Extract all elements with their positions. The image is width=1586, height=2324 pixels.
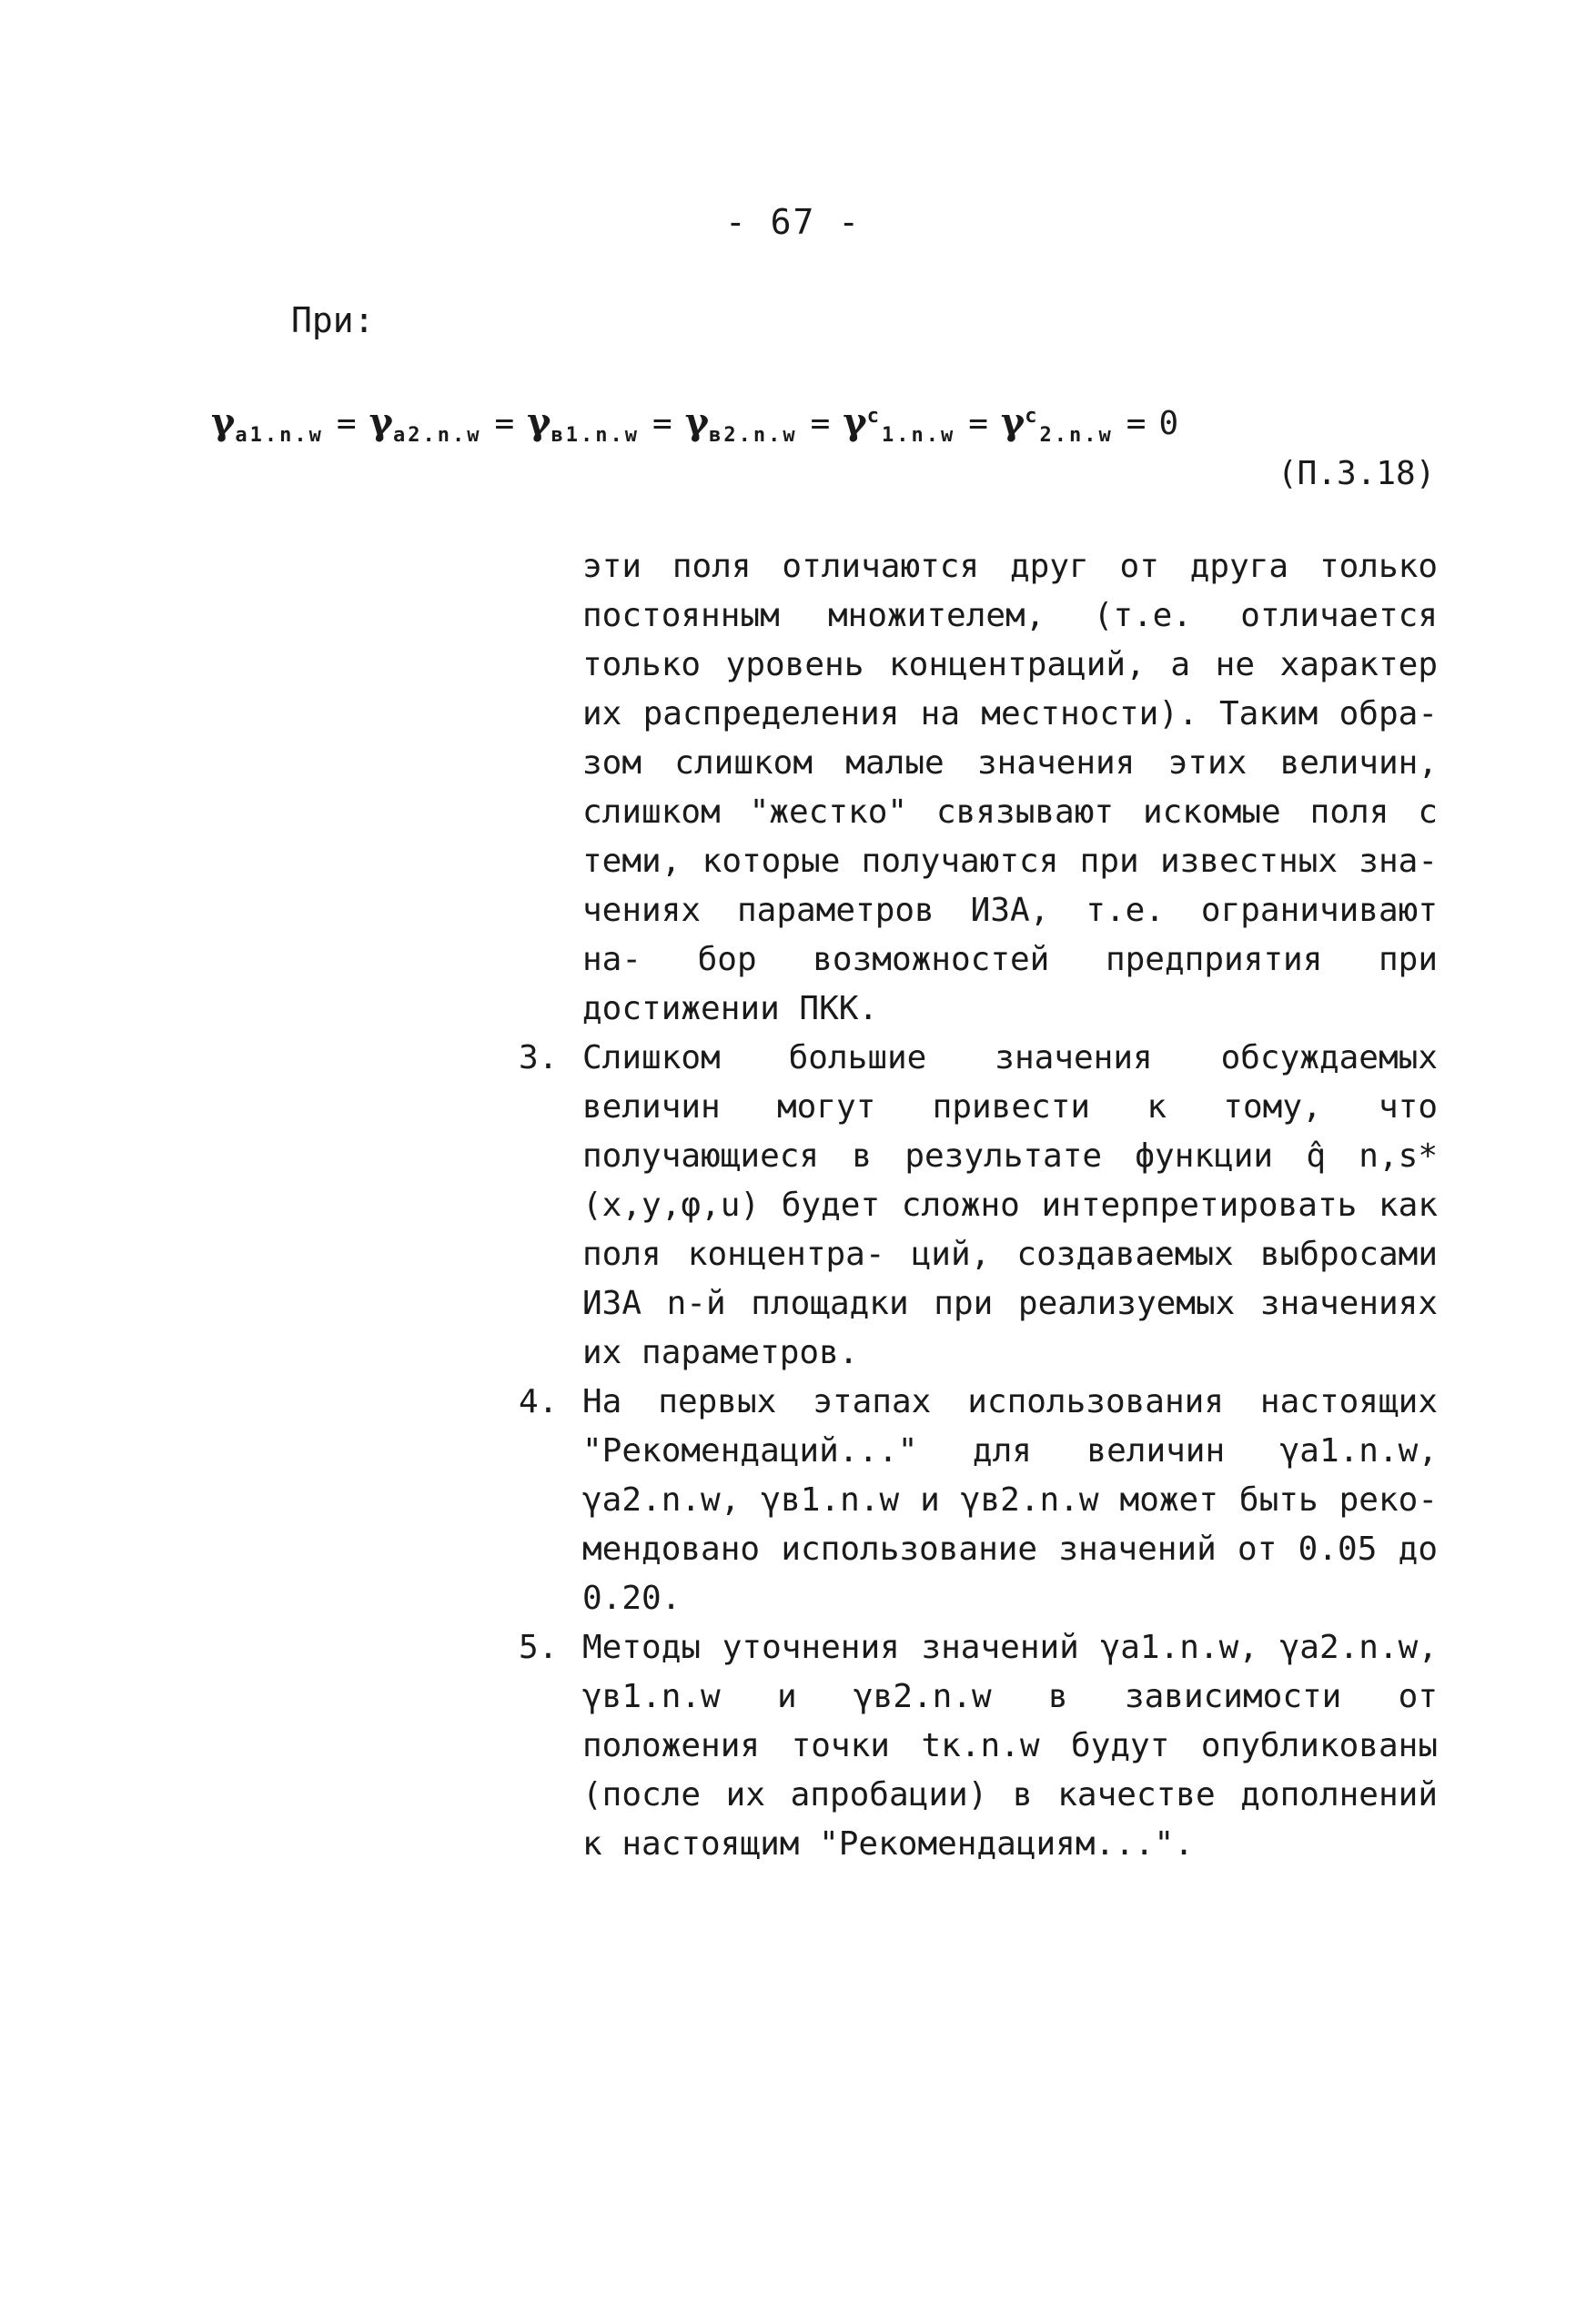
equation-term: $\gamma_{в2.n.w}$ — [684, 400, 798, 448]
equation-operator: = — [652, 405, 672, 442]
numbered-list — [519, 1034, 1438, 1869]
paragraph-continuation: эти поля отличаются друг от друга только постоянным множителем, (т.е. отличается только уровень концентраций, а не характер их распределения на местности). Таким обра- зом слишком малые значения этих величин, слишком "жестко" связывают искомые поля с теми, которые получаются при известных зна- чениях параметров ИЗА, т.е. ограничивают на- бор возможностей предприятия при достижении ПКК. — [582, 548, 1438, 1027]
equation-rhs: 0 — [1158, 405, 1179, 442]
equation-term: $\gamma^c_{2.n.w}$ — [1000, 400, 1114, 448]
equation-number: (П.3.18) — [1278, 455, 1436, 492]
page-number: - 67 - — [724, 202, 862, 242]
equation-operator: = — [1126, 405, 1147, 442]
equation-term: $\gamma_{в1.n.w}$ — [527, 400, 641, 448]
equation-term: $\gamma_{a1.n.w}$ — [211, 400, 324, 448]
list-item — [519, 1378, 1438, 1623]
equation-operator: = — [968, 405, 988, 442]
equation-term: $\gamma^c_{1.n.w}$ — [843, 400, 956, 448]
list-item — [519, 1034, 1438, 1378]
equation-term: $\gamma_{a2.n.w}$ — [369, 400, 482, 448]
equation-operator: = — [810, 405, 831, 442]
intro-label: При: — [291, 300, 375, 340]
list-item-number: 4. — [519, 1383, 559, 1420]
list-item-text: На первых этапах использования настоящих "Рекомендаций..." для величин γa1.n.w, γa2.n.w, γв1.n.w и γв2.n.w может быть реко- мендовано использование значений от 0.05 до 0.20. — [582, 1383, 1438, 1617]
list-item — [519, 1623, 1438, 1869]
equation-operator: = — [336, 405, 357, 442]
list-item-text: Слишком большие значения обсуждаемых величин могут привести к тому, что получающиеся в результате функции q̂ n,s*(x,y,φ,u) будет сложно интерпретировать как поля концентра- ций, создаваемых выбросами ИЗА n-й площадки при реализуемых значениях их параметров. — [582, 1039, 1438, 1371]
list-item-number: 5. — [519, 1629, 559, 1666]
equation-operator: = — [494, 405, 515, 442]
list-item-number: 3. — [519, 1039, 559, 1076]
list-item-text: Методы уточнения значений γa1.n.w, γa2.n.w, γв1.n.w и γв2.n.w в зависимости от положения точки tк.n.w будут опубликованы (после их апробации) в качестве дополнений к настоящим "Рекомендациям...". — [582, 1629, 1438, 1863]
equation-p3-18 — [211, 400, 1178, 447]
